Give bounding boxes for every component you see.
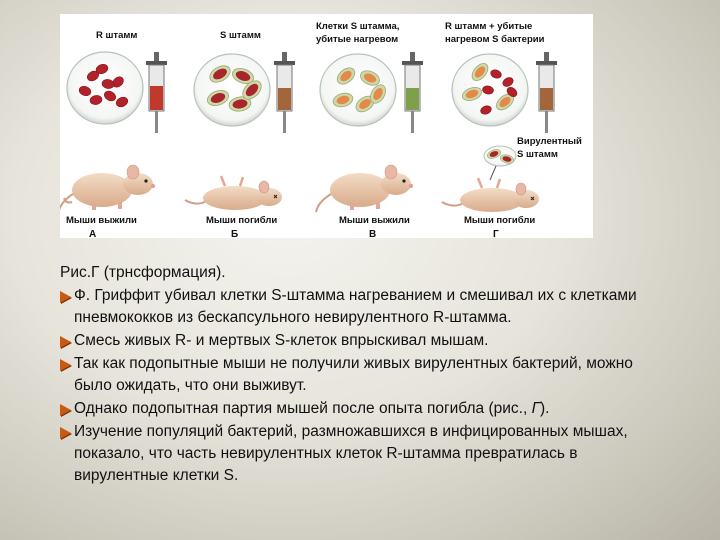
panel-a-letter: А (89, 229, 97, 238)
bullet-item (60, 285, 660, 329)
explanation-text (60, 262, 660, 488)
panel-c-title-line1: Клетки S штамма, (316, 21, 400, 32)
figure-drawing (60, 14, 593, 238)
panel-d-letter: Г (493, 229, 499, 238)
panel-a-caption: Мыши выжили (66, 215, 137, 226)
panel-b-syringe (274, 52, 295, 133)
bullet-item (60, 421, 660, 487)
mouse-d-dead (442, 178, 539, 212)
panel-b-title: S штамм (220, 30, 261, 41)
arrow-bullet-icon (60, 291, 71, 303)
bullet-text: Ф. Гриффит убивал клетки S-штамма нагреванием и смешивал их с клетками пневмококков из бескапсульного невирулентного R-штамма. (74, 287, 637, 326)
mouse-b-dead (185, 176, 282, 210)
griffith-experiment-figure (60, 14, 593, 238)
arrow-bullet-icon (60, 427, 71, 439)
panel-d-title-line2: нагревом S бактерии (445, 34, 545, 45)
panel-a-title: R штамм (96, 30, 138, 41)
virulent-s-inset (484, 146, 516, 180)
mouse-a-alive (60, 165, 155, 214)
bullet-text: Так как подопытные мыши не получили живых вирулентных бактерий, можно было ожидать, что они выживут. (74, 355, 633, 394)
panel-a-syringe (146, 52, 167, 133)
panel-d-syringe (536, 52, 557, 133)
bullet-item (60, 330, 660, 352)
panel-d-title-line1: R штамм + убитые (445, 21, 533, 32)
bullet-text-italic-letter: Г (531, 400, 541, 417)
arrow-bullet-icon (60, 404, 71, 416)
bullet-item (60, 353, 660, 397)
bullet-text: Изучение популяций бактерий, размножавшихся в инфицированных мышах, показало, что часть невирулентных клеток R-штамма превратилась в вирулентные клетки S. (74, 423, 628, 484)
virulent-label-line1: Вирулентный (517, 136, 582, 147)
bullet-text-after: ). (540, 400, 550, 417)
panel-c-dish (320, 54, 396, 126)
bullet-text-before: Однако подопытная партия мышей после опыта погибла (рис., (74, 400, 532, 417)
panel-b-letter: Б (231, 229, 239, 238)
arrow-bullet-icon (60, 359, 71, 371)
panel-c-title-line2: убитые нагревом (316, 34, 399, 45)
panel-c-letter: В (369, 229, 377, 238)
virulent-label-line2: S штамм (517, 149, 558, 160)
panel-c-caption: Мыши выжили (339, 215, 410, 226)
figure-caption-line: Рис.Г (трнсформация). (60, 264, 226, 281)
panel-b-dish (194, 54, 270, 126)
bullet-text: Смесь живых R- и мертвых S-клеток впрыскивал мышам. (74, 332, 489, 349)
panel-d-dish (452, 54, 528, 126)
panel-b-caption: Мыши погибли (206, 215, 278, 226)
bullet-item (60, 398, 660, 420)
panel-a-dish (67, 52, 143, 124)
arrow-bullet-icon (60, 336, 71, 348)
panel-c-syringe (402, 52, 423, 133)
mouse-c-alive (316, 165, 413, 212)
panel-d-caption: Мыши погибли (464, 215, 536, 226)
